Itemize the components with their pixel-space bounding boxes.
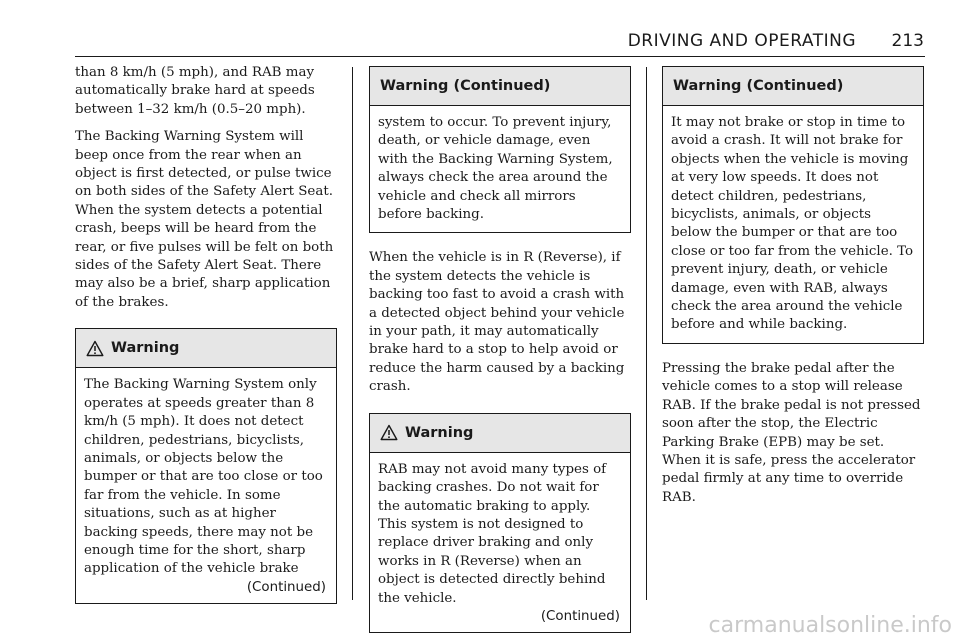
warning-header <box>663 67 923 106</box>
section-title: DRIVING AND OPERATING <box>627 31 856 51</box>
warning-text: RAB may not avoid many types of backing crashes. Do not wait for the automatic braking to apply. This system is not designed to replace driver braking and only works in R (Reverse) when an object is detected directly behind the vehicle. <box>378 461 607 606</box>
warning-header <box>370 414 630 453</box>
warning-box <box>369 413 631 633</box>
page-number: 213 <box>891 31 924 51</box>
column-divider <box>352 67 353 600</box>
body-paragraph: than 8 km/h (5 mph), and RAB may automatically brake hard at speeds between 1–32 km/h (0.5–20 mph). <box>75 65 315 117</box>
warning-header <box>370 67 630 106</box>
warning-triangle-icon <box>86 340 104 357</box>
header-rule <box>75 56 925 57</box>
body-paragraph: Pressing the brake pedal after the vehicle comes to a stop will release RAB. If the brake pedal is not pressed soon after the stop, the Electric Parking Brake (EPB) may be set. When it is safe, press the accelerator pedal firmly at any time to override RAB. <box>662 360 921 505</box>
warning-text: system to occur. To prevent injury, death, or vehicle damage, even with the Backing Warning System, always check the area around the vehicle and check all mirrors before backing. <box>378 115 613 223</box>
warning-body <box>663 106 923 343</box>
continued-label: (Continued) <box>246 579 326 595</box>
column-1 <box>75 64 337 604</box>
warning-box-continued <box>662 66 924 344</box>
warning-title: Warning <box>405 424 474 441</box>
warning-title: Warning (Continued) <box>380 78 551 94</box>
warning-title: Warning <box>111 340 180 357</box>
column-divider <box>646 67 647 600</box>
watermark: carmanualsonline.info <box>708 613 952 638</box>
warning-box-continued <box>369 66 631 233</box>
continued-label: (Continued) <box>540 608 620 624</box>
column-2 <box>369 64 631 633</box>
warning-body <box>76 368 336 602</box>
warning-body <box>370 453 630 632</box>
warning-triangle-icon <box>380 424 398 441</box>
warning-text: The Backing Warning System only operates at speeds greater than 8 km/h (5 mph). It does not detect children, pedestrians, bicyclists, animals, or objects below the bumper or that are too close or too far from the vehicle. In some situations, such as at higher backing speeds, there may not be enough time for the short, sharp application of the vehicle brake <box>84 377 323 577</box>
column-3 <box>662 64 924 516</box>
page-header <box>0 0 960 58</box>
body-paragraph: When the vehicle is in R (Reverse), if the system detects the vehicle is backing too fast to avoid a crash with a detected object behind your vehicle in your path, it may automatically brake hard to a stop to help avoid or reduce the harm caused by a backing crash. <box>369 250 625 395</box>
body-paragraph: The Backing Warning System will beep once from the rear when an object is first detected, or pulse twice on both sides of the Safety Alert Seat. When the system detects a potential crash, beeps will be heard from the rear, or five pulses will be felt on both sides of the Safety Alert Seat. There may also be a brief, sharp application of the brakes. <box>75 129 334 310</box>
warning-body <box>370 106 630 232</box>
warning-box <box>75 328 337 603</box>
warning-text: It may not brake or stop in time to avoid a crash. It will not brake for objects when the vehicle is moving at very low speeds. It does not detect children, pedestrians, bicyclists, animals, or objects below the bumper or that are too close or too far from the vehicle. To prevent injury, death, or vehicle damage, even with RAB, always check the area around the vehicle before and while backing. <box>671 115 914 333</box>
warning-title: Warning (Continued) <box>673 78 844 94</box>
warning-header <box>76 329 336 368</box>
